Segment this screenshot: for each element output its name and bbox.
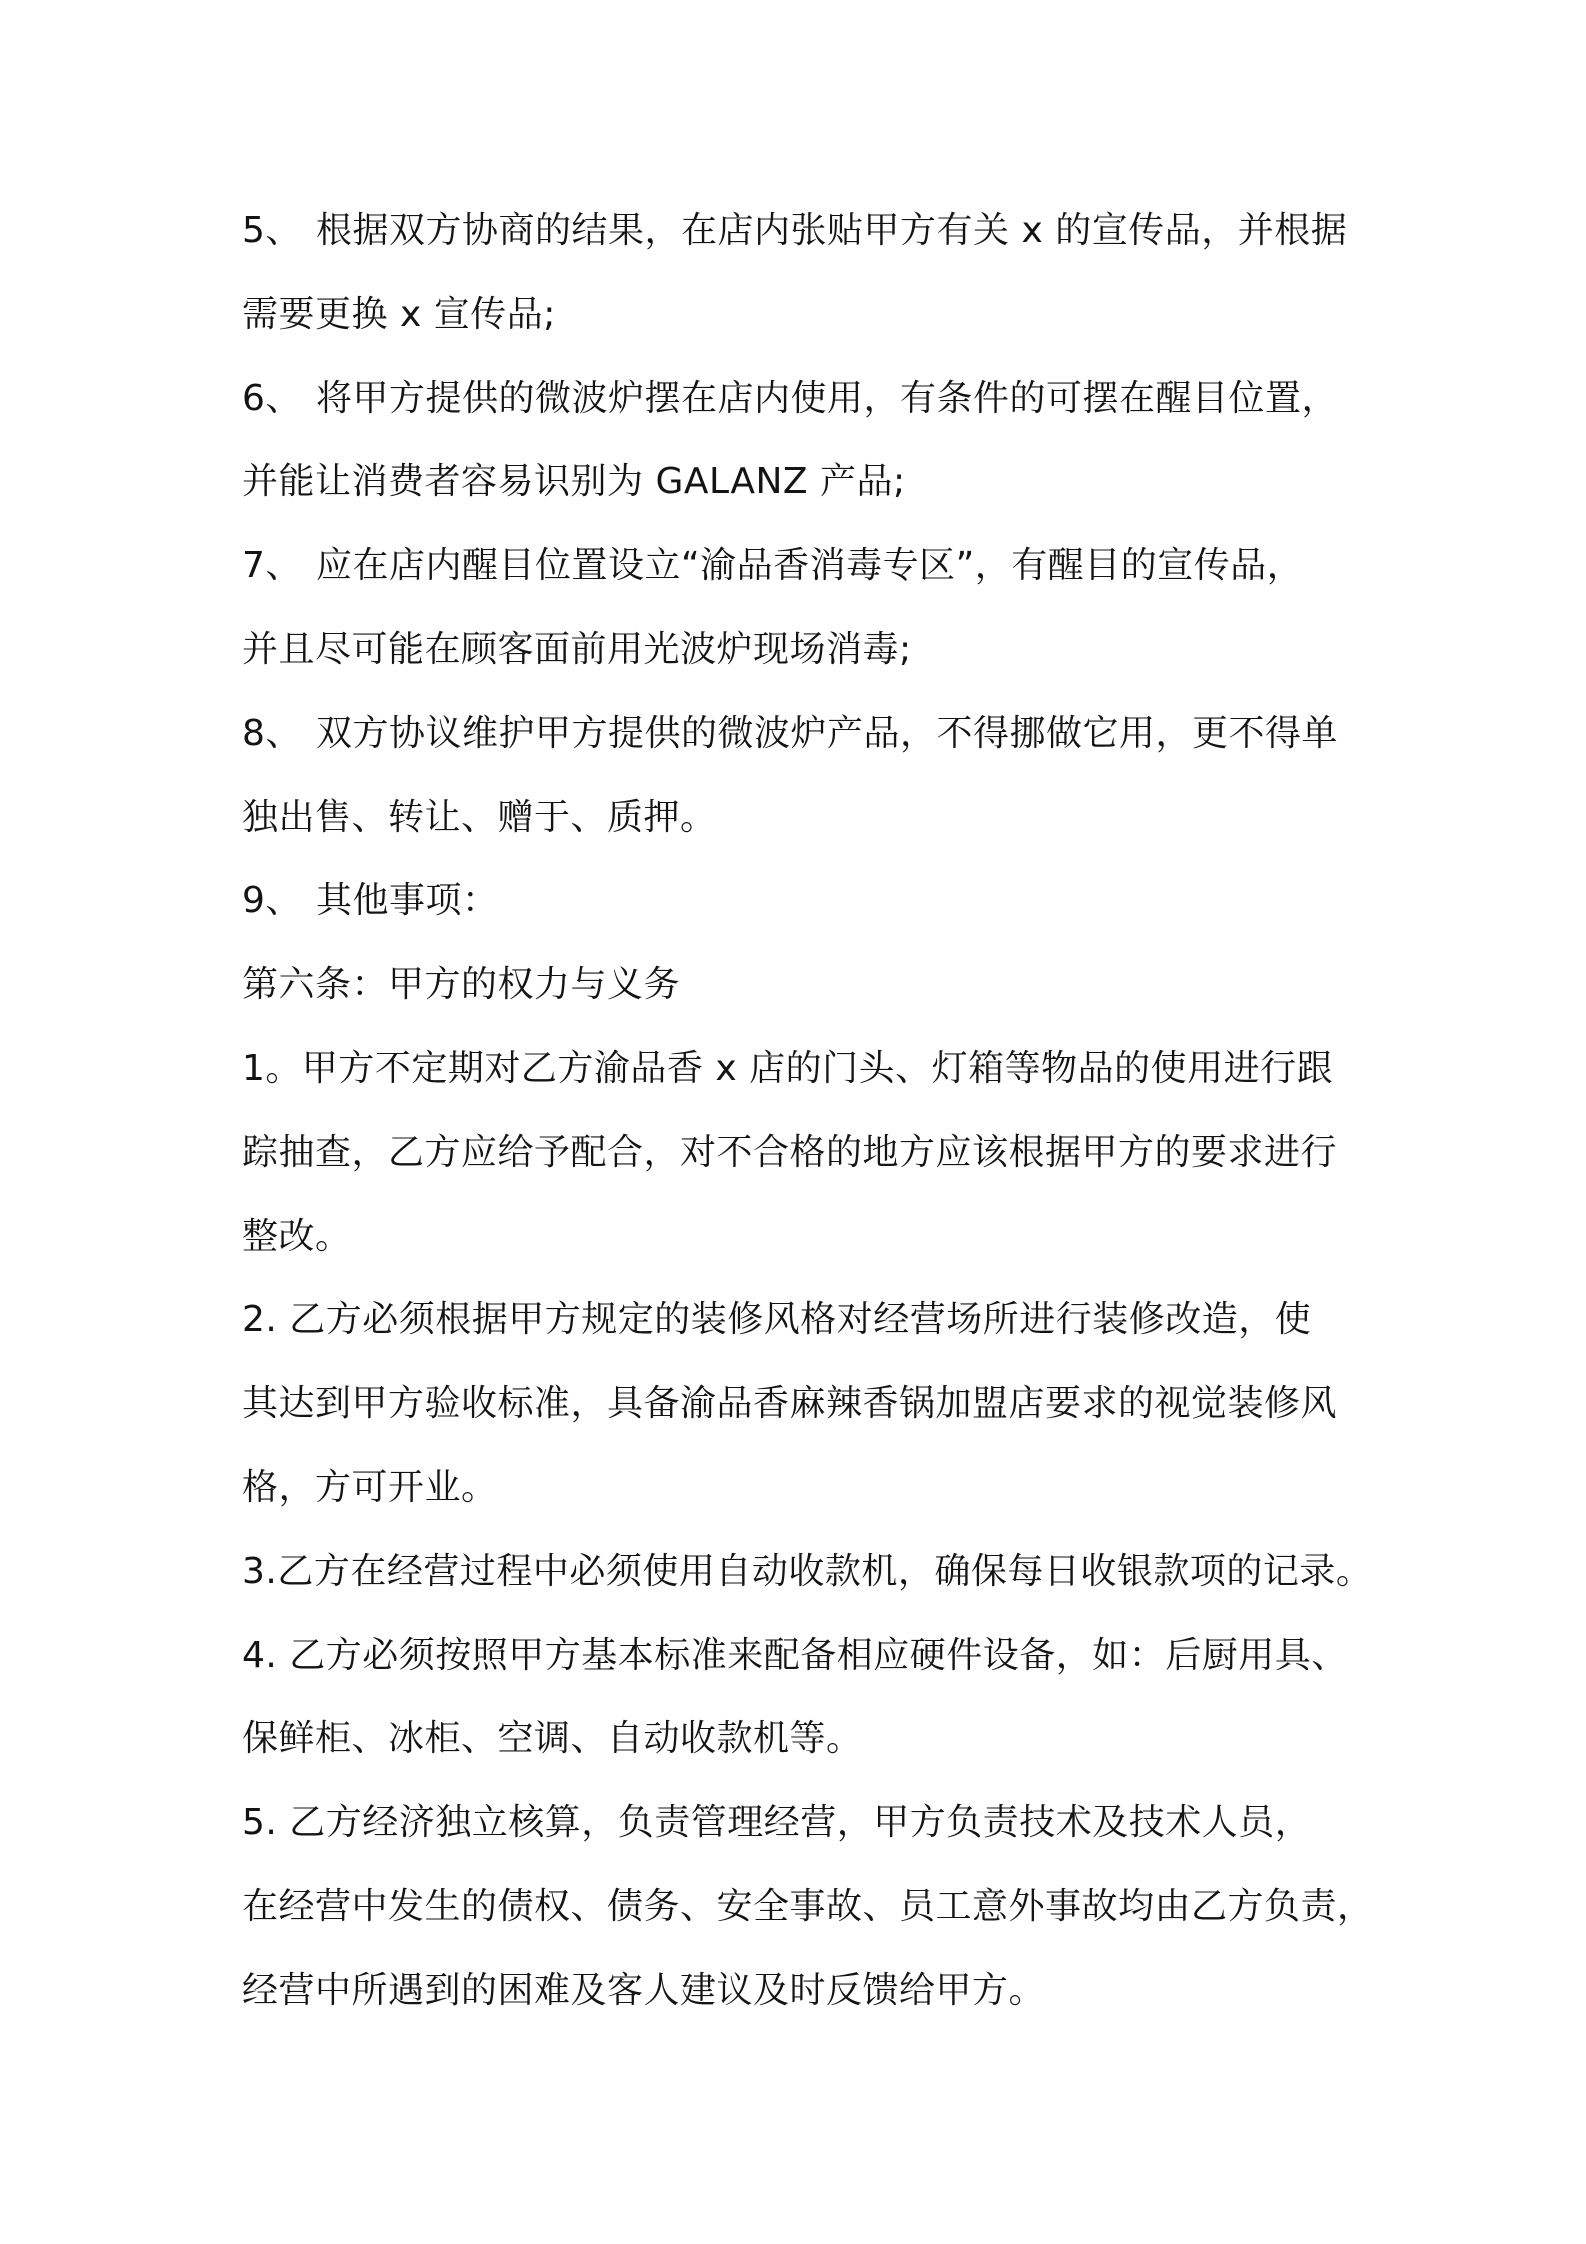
body-text-line: 独出售、转让、赠于、质押。 xyxy=(242,796,717,838)
document-body xyxy=(242,189,1542,2033)
body-text-line: 将甲方提供的微波炉摆在店内使用，有条件的可摆在醒目位置， xyxy=(316,377,1339,419)
body-text-line: 保鲜柜、冰柜、空调、自动收款机等。 xyxy=(242,1718,863,1760)
list-item-number: 8、 xyxy=(242,712,302,754)
list-item xyxy=(242,859,1542,943)
body-text-line: 其达到甲方验收标准，具备渝品香麻辣香锅加盟店要求的视觉装修风 xyxy=(242,1383,1338,1425)
body-text-line: 踪抽查，乙方应给予配合，对不合格的地方应该根据甲方的要求进行 xyxy=(242,1131,1338,1173)
body-text-line: 在经营中发生的债权、债务、安全事故、员工意外事故均由乙方负责， xyxy=(242,1885,1374,1927)
body-text-line: 3.乙方在经营过程中必须使用自动收款机，确保每日收银款项的记录。 xyxy=(242,1550,1373,1592)
body-text-line: 格，方可开业。 xyxy=(242,1466,498,1508)
body-text-line: 5. 乙方经济独立核算，负责管理经营，甲方负责技术及技术人员， xyxy=(242,1802,1312,1844)
list-item-number: 6、 xyxy=(242,377,302,419)
list-item xyxy=(242,357,1542,441)
body-text-line: 2. 乙方必须根据甲方规定的装修风格对经营场所进行装修改造，使 xyxy=(242,1299,1312,1341)
body-text-line: 需要更换 x 宣传品; xyxy=(242,293,556,335)
list-item-number: 9、 xyxy=(242,880,302,922)
body-text-line: 根据双方协商的结果，在店内张贴甲方有关 x 的宣传品，并根据 xyxy=(316,210,1348,251)
list-item-number: 7、 xyxy=(242,545,302,587)
section-heading: 第六条：甲方的权力与义务 xyxy=(242,964,681,1006)
body-text-line: 4. 乙方必须按照甲方基本标准来配备相应硬件设备，如：后厨用具、 xyxy=(242,1634,1348,1676)
list-item xyxy=(242,524,1542,608)
body-text-line: 并能让消费者容易识别为 GALANZ 产品; xyxy=(242,461,906,503)
body-text-line: 应在店内醒目位置设立“渝品香消毒专区”，有醒目的宣传品， xyxy=(316,545,1304,587)
body-text-line: 双方协议维护甲方提供的微波炉产品，不得挪做它用，更不得单 xyxy=(316,712,1339,754)
body-text-line: 整改。 xyxy=(242,1215,352,1257)
body-text-line: 并且尽可能在顾客面前用光波炉现场消毒; xyxy=(242,628,912,670)
body-text-line: 其他事项： xyxy=(316,880,499,922)
body-text-line: 经营中所遇到的困难及客人建议及时反馈给甲方。 xyxy=(242,1969,1046,2011)
body-text-line: 1。甲方不定期对乙方渝品香 x 店的门头、灯箱等物品的使用进行跟 xyxy=(242,1047,1334,1089)
list-item xyxy=(242,692,1542,776)
list-item xyxy=(242,189,1542,273)
list-item-number: 5、 xyxy=(242,210,302,251)
